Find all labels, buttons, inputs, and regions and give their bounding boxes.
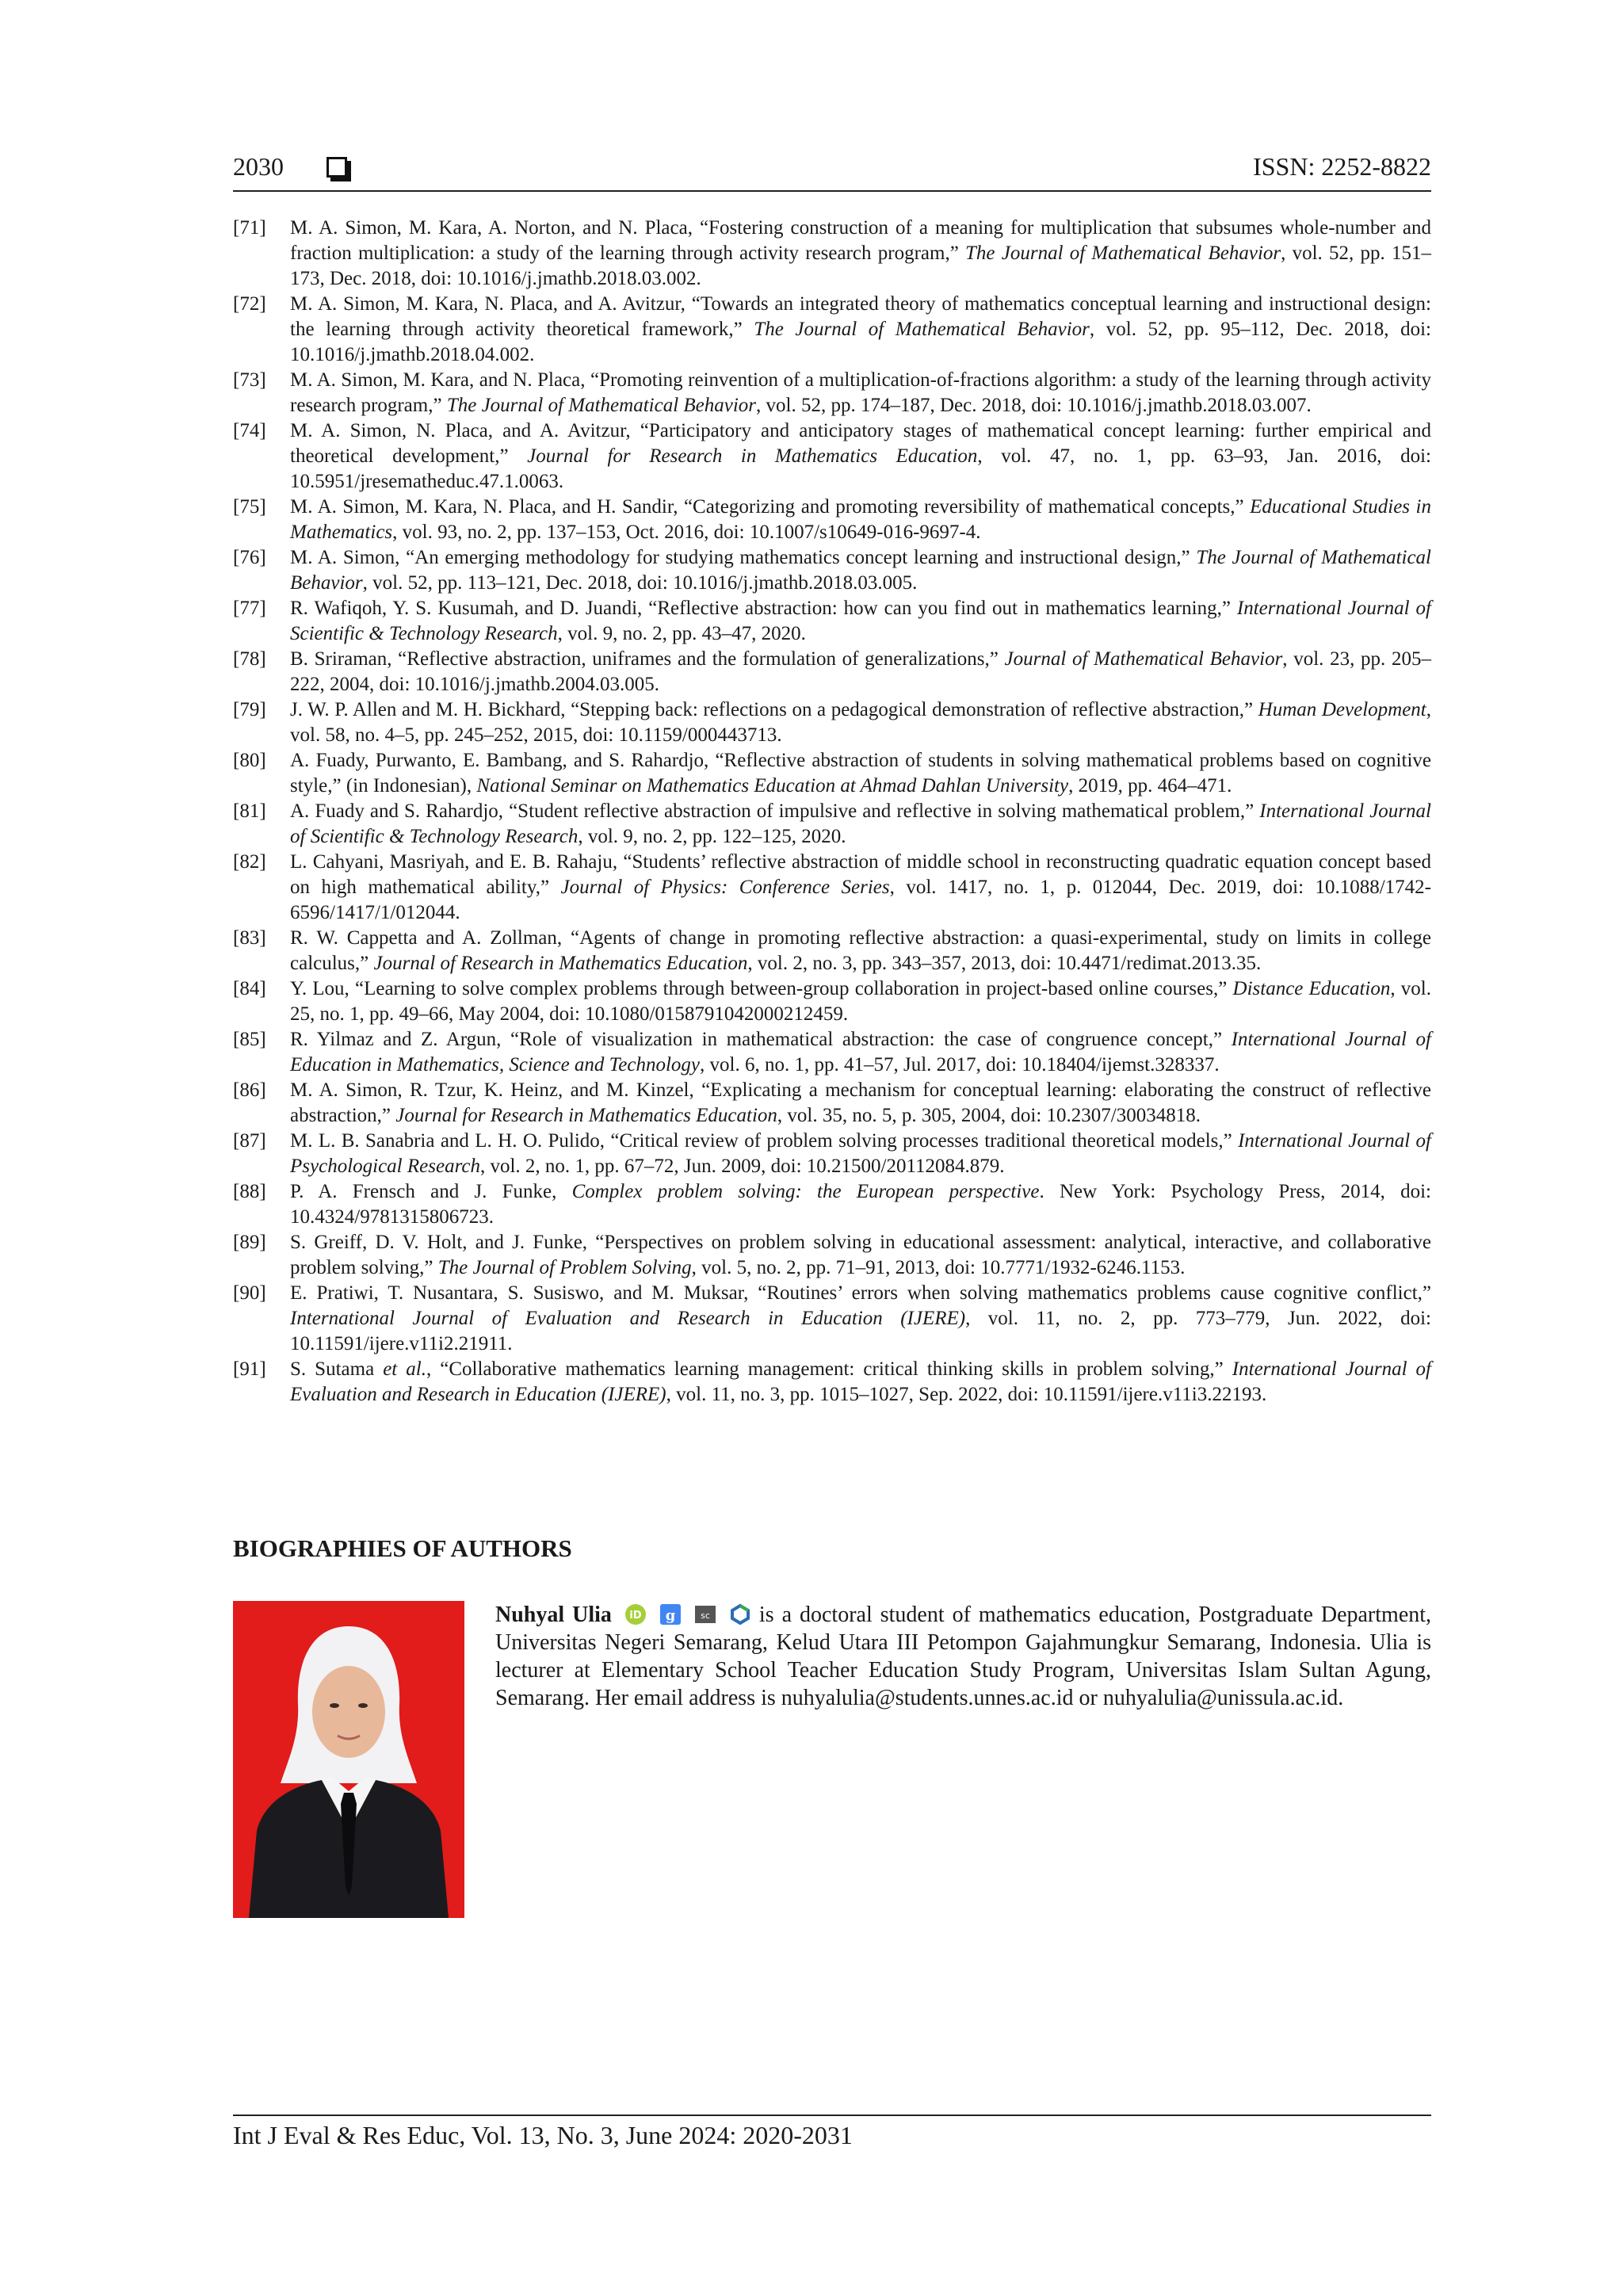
reference-journal: International Journal of Evaluation and Research in Education (IJERE)	[290, 1358, 1431, 1405]
reference-number: [78]	[233, 648, 266, 670]
reference-item	[233, 1281, 1431, 1357]
reference-journal: Journal of Research in Mathematics Education	[373, 953, 748, 974]
reference-details: , vol. 9, no. 2, pp. 122–125, 2020.	[578, 826, 846, 847]
reference-number: [89]	[233, 1232, 266, 1253]
reference-text: M. L. B. Sanabria and L. H. O. Pulido, “Critical review of problem solving processes traditional theoretical models,”	[290, 1130, 1239, 1152]
reference-number: [79]	[233, 699, 266, 720]
reference-details: , vol. 11, no. 3, pp. 1015–1027, Sep. 2022, doi: 10.11591/ijere.v11i3.22193.	[666, 1384, 1267, 1405]
reference-text: M. A. Simon, “An emerging methodology for studying mathematics concept learning and instructional design,”	[290, 547, 1197, 568]
reference-details: , vol. 58, no. 4–5, pp. 245–252, 2015, doi: 10.1159/000443713.	[290, 699, 1431, 746]
reference-number: [76]	[233, 547, 266, 568]
reference-text: M. A. Simon, M. Kara, N. Placa, and H. Sandir, “Categorizing and promoting reversibility of mathematical concepts,”	[290, 496, 1251, 518]
reference-details: , vol. 6, no. 1, pp. 41–57, Jul. 2017, doi: 10.18404/ijemst.328337.	[700, 1054, 1220, 1075]
reference-item	[233, 850, 1431, 926]
reference-text: S. Sutama	[290, 1358, 384, 1380]
reference-journal: Journal for Research in Mathematics Education	[395, 1105, 777, 1126]
reference-item	[233, 1129, 1431, 1179]
reference-text: E. Pratiwi, T. Nusantara, S. Susiswo, and M. Muksar, “Routines’ errors when solving mathematics problems cause cognitive conflict,”	[290, 1282, 1431, 1304]
reference-text: M. A. Simon, N. Placa, and A. Avitzur, “Participatory and anticipatory stages of mathematical concept learning: further empirical and theoretical development,”	[290, 420, 1431, 467]
reference-details: , vol. 35, no. 5, p. 305, 2004, doi: 10.2307/30034818.	[777, 1105, 1201, 1126]
reference-item	[233, 1078, 1431, 1129]
reference-number: [81]	[233, 800, 266, 822]
reference-journal: The Journal of Mathematical Behavior	[965, 243, 1281, 264]
reference-item	[233, 216, 1431, 292]
reference-item	[233, 368, 1431, 418]
reference-journal: International Journal of Psychological Research	[290, 1130, 1431, 1177]
reference-details: , vol. 52, pp. 151–173, Dec. 2018, doi: 10.1016/j.jmathb.2018.03.002.	[290, 243, 1431, 289]
reference-journal: Human Development	[1258, 699, 1426, 720]
reference-journal: Journal for Research in Mathematics Education	[527, 445, 978, 467]
reference-text: M. A. Simon, M. Kara, N. Placa, and A. Avitzur, “Towards an integrated theory of mathematics conceptual learning and instructional design: the learning through activity theoretical framework,”	[290, 293, 1431, 340]
reference-item	[233, 647, 1431, 697]
reference-item	[233, 418, 1431, 495]
reference-item	[233, 1179, 1431, 1230]
svg-text:sc: sc	[701, 1610, 710, 1621]
reference-item	[233, 748, 1431, 799]
reference-number: [87]	[233, 1130, 266, 1152]
reference-details: , vol. 9, no. 2, pp. 43–47, 2020.	[557, 623, 806, 644]
reference-etal: et al.	[383, 1358, 426, 1380]
reference-journal: The Journal of Mathematical Behavior	[290, 547, 1431, 594]
reference-details: , vol. 5, no. 2, pp. 71–91, 2013, doi: 10.7771/1932-6246.1153.	[691, 1257, 1186, 1278]
reference-text: B. Sriraman, “Reflective abstraction, uniframes and the formulation of generalizations,”	[290, 648, 1005, 670]
reference-number: [77]	[233, 598, 266, 619]
reference-number: [91]	[233, 1358, 266, 1380]
reference-details: , 2019, pp. 464–471.	[1068, 775, 1232, 797]
biography-text: is a doctoral student of mathematics education, Postgraduate Department, Universitas Negeri Semarang, Kelud Utara III Petompon Gajahmungkur Semarang, Indonesia. Ulia is lecturer at Elementary School Teacher Education Study Program, Universitas Islam Sultan Agung, Semarang. Her email address is nuhyalulia@students.unnes.ac.id or nuhyalulia@unissula.ac.id.	[495, 1603, 1432, 1710]
reference-text: J. W. P. Allen and M. H. Bickhard, “Stepping back: reflections on a pedagogical demonstration of reflective abstraction,”	[290, 699, 1258, 720]
author-name: Nuhyal Ulia	[495, 1603, 612, 1627]
reference-number: [83]	[233, 927, 266, 949]
reference-journal: International Journal of Scientific & Technology Research	[290, 800, 1431, 847]
reference-journal: Journal of Mathematical Behavior	[1004, 648, 1283, 670]
reference-number: [82]	[233, 851, 266, 873]
reference-details: , vol. 25, no. 1, pp. 49–66, May 2004, doi: 10.1080/0158791042000212459.	[290, 978, 1431, 1025]
author-photo	[233, 1601, 464, 1918]
biographies-heading: BIOGRAPHIES OF AUTHORS	[233, 1534, 572, 1562]
reference-details: . New York: Psychology Press, 2014, doi: 10.4324/9781315806723.	[290, 1181, 1431, 1228]
reference-journal: International Journal of Scientific & Technology Research	[290, 598, 1431, 644]
reference-journal: The Journal of Problem Solving	[437, 1257, 692, 1278]
reference-details: , vol. 11, no. 2, pp. 773–779, Jun. 2022, doi: 10.11591/ijere.v11i2.21911.	[290, 1308, 1431, 1354]
reference-item	[233, 926, 1431, 976]
reference-text: R. W. Cappetta and A. Zollman, “Agents of change in promoting reflective abstraction: a quasi-experimental, study on limits in college calculus,”	[290, 927, 1431, 974]
reference-journal: Educational Studies in Mathematics	[290, 496, 1431, 543]
reference-text: S. Greiff, D. V. Holt, and J. Funke, “Perspectives on problem solving in educational assessment: analytical, interactive, and collaborative problem solving,”	[290, 1232, 1431, 1278]
reference-journal: International Journal of Evaluation and Research in Education (IJERE)	[290, 1308, 966, 1329]
reference-item	[233, 1230, 1431, 1281]
reference-text: L. Cahyani, Masriyah, and E. B. Rahaju, “Students’ reflective abstraction of middle school in reconstructing quadratic equation concept based on high mathematical ability,”	[290, 851, 1431, 898]
reference-journal: Journal of Physics: Conference Series	[560, 877, 890, 898]
google-scholar-icon[interactable]	[659, 1603, 682, 1626]
reference-number: [71]	[233, 217, 266, 239]
reference-number: [86]	[233, 1079, 266, 1101]
reference-journal: International Journal of Education in Mathematics, Science and Technology	[290, 1029, 1431, 1075]
reference-details: , vol. 1417, no. 1, p. 012044, Dec. 2019, doi: 10.1088/1742-6596/1417/1/012044.	[290, 877, 1432, 923]
reference-journal: The Journal of Mathematical Behavior	[446, 395, 757, 416]
reference-number: [84]	[233, 978, 266, 999]
reference-text: R. Yilmaz and Z. Argun, “Role of visualization in mathematical abstraction: the case of congruence concept,”	[290, 1029, 1232, 1050]
page-number: 2030	[233, 152, 284, 181]
reference-journal: The Journal of Mathematical Behavior	[754, 319, 1090, 340]
reference-number: [73]	[233, 369, 266, 391]
reference-number: [85]	[233, 1029, 266, 1050]
reference-details: , vol. 52, pp. 174–187, Dec. 2018, doi: 10.1016/j.jmathb.2018.03.007.	[756, 395, 1312, 416]
reference-text: , “Collaborative mathematics learning management: critical thinking skills in problem solving,”	[426, 1358, 1232, 1380]
reference-details: , vol. 47, no. 1, pp. 63–93, Jan. 2016, doi: 10.5951/jresematheduc.47.1.0063.	[290, 445, 1431, 492]
issn: ISSN: 2252-8822	[1253, 152, 1431, 181]
reference-details: , vol. 52, pp. 95–112, Dec. 2018, doi: 10.1016/j.jmathb.2018.04.002.	[290, 319, 1431, 365]
page-header	[233, 151, 1431, 192]
reference-item	[233, 596, 1431, 647]
reference-details: , vol. 2, no. 3, pp. 343–357, 2013, doi: 10.4471/redimat.2013.35.	[747, 953, 1262, 974]
page-footer: Int J Eval & Res Educ, Vol. 13, No. 3, June 2024: 2020-2031	[233, 2115, 1431, 2150]
reference-text: R. Wafiqoh, Y. S. Kusumah, and D. Juandi, “Reflective abstraction: how can you find out in mathematics learning,”	[290, 598, 1237, 619]
checkbox-square-icon	[327, 157, 347, 178]
reference-number: [80]	[233, 750, 266, 771]
reference-details: , vol. 23, pp. 205–222, 2004, doi: 10.1016/j.jmathb.2004.03.005.	[290, 648, 1431, 695]
author-biography	[495, 1601, 1431, 1712]
reference-details: , vol. 52, pp. 113–121, Dec. 2018, doi: 10.1016/j.jmathb.2018.03.005.	[362, 572, 918, 594]
scopus-icon[interactable]	[694, 1603, 716, 1626]
reference-text: A. Fuady and S. Rahardjo, “Student reflective abstraction of impulsive and reflective in solving mathematical problem,”	[290, 800, 1260, 822]
reference-item	[233, 1357, 1431, 1408]
reference-text: P. A. Frensch and J. Funke,	[290, 1181, 572, 1202]
reference-journal: Complex problem solving: the European perspective	[571, 1181, 1040, 1202]
reference-journal: National Seminar on Mathematics Education at Ahmad Dahlan University	[476, 775, 1069, 797]
svg-text:iD: iD	[629, 1610, 642, 1622]
reference-item	[233, 799, 1431, 850]
reference-number: [75]	[233, 496, 266, 518]
reference-item	[233, 976, 1431, 1027]
reference-journal: Distance Education	[1232, 978, 1391, 999]
reference-item	[233, 495, 1431, 545]
reference-item	[233, 697, 1431, 748]
publons-icon[interactable]	[729, 1603, 751, 1626]
reference-item	[233, 1027, 1431, 1078]
reference-text: M. A. Simon, R. Tzur, K. Heinz, and M. Kinzel, “Explicating a mechanism for conceptual learning: elaborating the construct of reflective abstraction,”	[290, 1079, 1431, 1126]
reference-number: [90]	[233, 1282, 266, 1304]
reference-text: M. A. Simon, M. Kara, A. Norton, and N. Placa, “Fostering construction of a meaning for multiplication that subsumes whole-number and fraction multiplication: a study of the learning through activity research program,”	[290, 217, 1431, 264]
reference-text: A. Fuady, Purwanto, E. Bambang, and S. Rahardjo, “Reflective abstraction of students in solving mathematical problems based on cognitive style,” (in Indonesian),	[290, 750, 1431, 797]
reference-details: , vol. 2, no. 1, pp. 67–72, Jun. 2009, doi: 10.21500/20112084.879.	[479, 1156, 1005, 1177]
reference-number: [72]	[233, 293, 266, 315]
reference-details: , vol. 93, no. 2, pp. 137–153, Oct. 2016, doi: 10.1007/s10649-016-9697-4.	[392, 521, 981, 543]
reference-number: [88]	[233, 1181, 266, 1202]
reference-number: [74]	[233, 420, 266, 441]
orcid-icon[interactable]	[624, 1603, 647, 1626]
reference-text: M. A. Simon, M. Kara, and N. Placa, “Promoting reinvention of a multiplication-of-fractions algorithm: a study of the learning through activity research program,”	[290, 369, 1431, 416]
reference-list	[233, 216, 1431, 1408]
svg-text:g: g	[665, 1607, 676, 1624]
reference-text: Y. Lou, “Learning to solve complex problems through between-group collaboration in project-based online courses,”	[290, 978, 1233, 999]
reference-item	[233, 545, 1431, 596]
reference-item	[233, 292, 1431, 368]
